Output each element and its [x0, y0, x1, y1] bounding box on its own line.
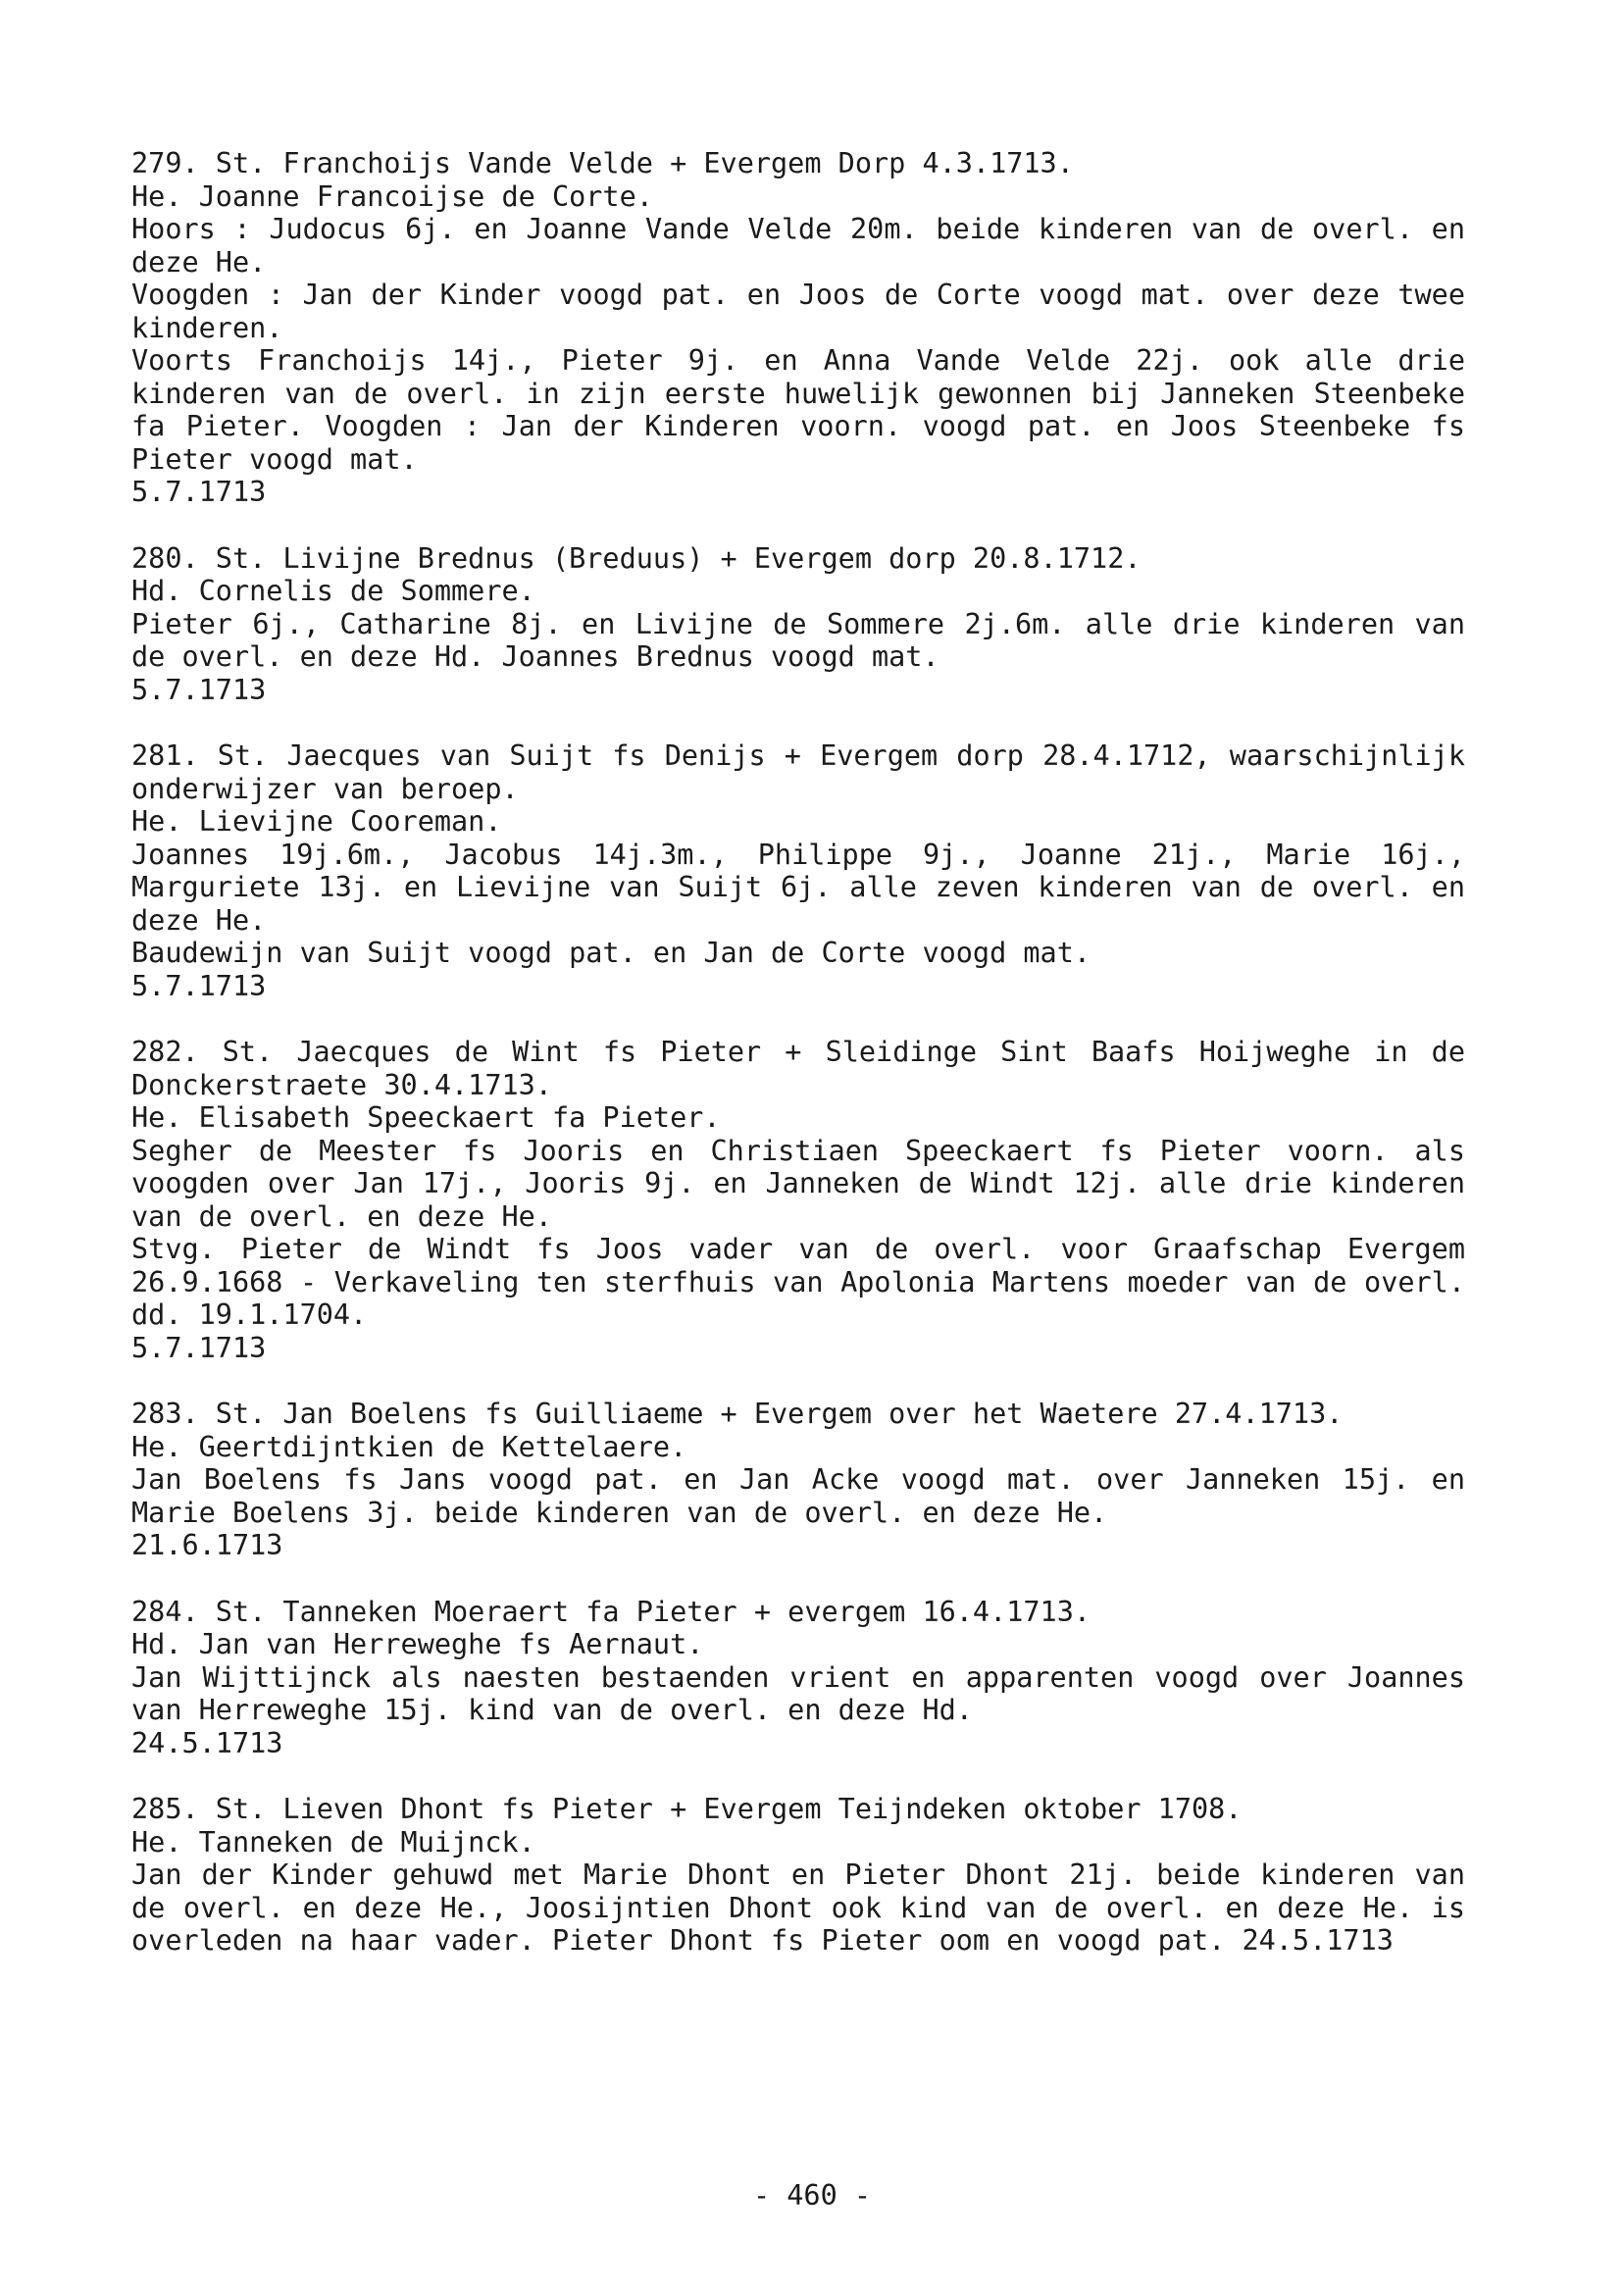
entry-281 — [131, 739, 1465, 1002]
entry-heading: 279. St. Franchoijs Vande Velde + Evergem Dorp 4.3.1713. — [131, 147, 1074, 179]
entry-line: Hoors : Judocus 6j. en Joanne Vande Velde 20m. beide kinderen van de overl. en deze He. — [131, 213, 1465, 279]
entry-279 — [131, 147, 1465, 509]
entry-line: He. Elisabeth Speeckaert fa Pieter. — [131, 1101, 721, 1134]
entry-heading: 280. St. Livijne Brednus (Breduus) + Evergem dorp 20.8.1712. — [131, 541, 1142, 575]
entry-date: 5.7.1713 — [131, 673, 267, 706]
entry-date: 5.7.1713 — [131, 476, 267, 508]
entry-line: Jan Boelens fs Jans voogd pat. en Jan Acke voogd mat. over Janneken 15j. en Marie Boelens 3j. beide kinderen van de overl. en deze He. — [131, 1463, 1465, 1529]
entry-heading: 285. St. Lieven Dhont fs Pieter + Evergem Teijndeken oktober 1708. — [131, 1793, 1243, 1825]
entry-line: Hd. Cornelis de Sommere. — [131, 575, 535, 607]
entry-date: 24.5.1713 — [131, 1726, 283, 1759]
entry-line: He. Geertdijntkien de Kettelaere. — [131, 1430, 687, 1463]
entry-283 — [131, 1398, 1465, 1562]
page-number: - 460 - — [752, 2179, 872, 2212]
entry-line: Jan der Kinder gehuwd met Marie Dhont en Pieter Dhont 21j. beide kinderen van de overl. en deze He., Joosijntien Dhont ook kind van de overl. en deze He. is overleden na haar vader. Pieter Dhont fs Pieter oom en voogd pat. 24.5.1713 — [131, 1858, 1465, 1957]
entry-line: He. Joanne Francoijse de Corte. — [131, 179, 653, 213]
entry-heading: 283. St. Jan Boelens fs Guilliaeme + Evergem over het Waetere 27.4.1713. — [131, 1398, 1344, 1430]
entries-list — [131, 147, 1465, 1991]
entry-line: He. Tanneken de Muijnck. — [131, 1825, 535, 1858]
entry-285 — [131, 1793, 1465, 1958]
entry-line: Voogden : Jan der Kinder voogd pat. en Joos de Corte voogd mat. over deze twee kinderen. — [131, 279, 1465, 344]
entry-heading: 284. St. Tanneken Moeraert fa Pieter + evergem 16.4.1713. — [131, 1595, 1091, 1628]
entry-line: Voorts Franchoijs 14j., Pieter 9j. en Anna Vande Velde 22j. ook alle drie kinderen van de overl. in zijn eerste huwelijk gewonnen bij Janneken Steenbeke fa Pieter. Voogden : Jan der Kinderen voorn. voogd pat. en Joos Steenbeke fs Pieter voogd mat. — [131, 344, 1465, 476]
entry-line: Pieter 6j., Catharine 8j. en Livijne de Sommere 2j.6m. alle drie kinderen van de overl. en deze Hd. Joannes Brednus voogd mat. — [131, 607, 1465, 673]
entry-date: 5.7.1713 — [131, 1331, 267, 1364]
entry-line: Joannes 19j.6m., Jacobus 14j.3m., Philippe 9j., Joanne 21j., Marie 16j., Marguriete 13j. en Lievijne van Suijt 6j. alle zeven kinderen van de overl. en deze He. — [131, 838, 1465, 937]
entry-line: He. Lievijne Cooreman. — [131, 805, 502, 838]
entry-line: Hd. Jan van Herreweghe fs Aernaut. — [131, 1628, 704, 1660]
entry-280 — [131, 542, 1465, 707]
entry-282 — [131, 1036, 1465, 1364]
entry-date: 5.7.1713 — [131, 969, 267, 1002]
entry-line: Jan Wijttijnck als naesten bestaenden vrient en apparenten voogd over Joannes van Herreweghe 15j. kind van de overl. en deze Hd. — [131, 1660, 1465, 1726]
entry-heading: 282. St. Jaecques de Wint fs Pieter + Sleidinge Sint Baafs Hoijweghe in de Donckerstraete 30.4.1713. — [131, 1036, 1465, 1101]
entry-line: Stvg. Pieter de Windt fs Joos vader van de overl. voor Graafschap Evergem 26.9.1668 - Verkaveling ten sterfhuis van Apolonia Martens moeder van de overl. dd. 19.1.1704. — [131, 1233, 1465, 1331]
entry-line: Baudewijn van Suijt voogd pat. en Jan de Corte voogd mat. — [131, 937, 1091, 969]
entry-line: Segher de Meester fs Jooris en Christiaen Speeckaert fs Pieter voorn. als voogden over Jan 17j., Jooris 9j. en Janneken de Windt 12j. alle drie kinderen van de overl. en deze He. — [131, 1134, 1465, 1233]
entry-heading: 281. St. Jaecques van Suijt fs Denijs + Evergem dorp 28.4.1712, waarschijnlijk onderwijzer van beroep. — [131, 739, 1465, 805]
entry-284 — [131, 1596, 1465, 1760]
entry-date: 21.6.1713 — [131, 1529, 283, 1561]
